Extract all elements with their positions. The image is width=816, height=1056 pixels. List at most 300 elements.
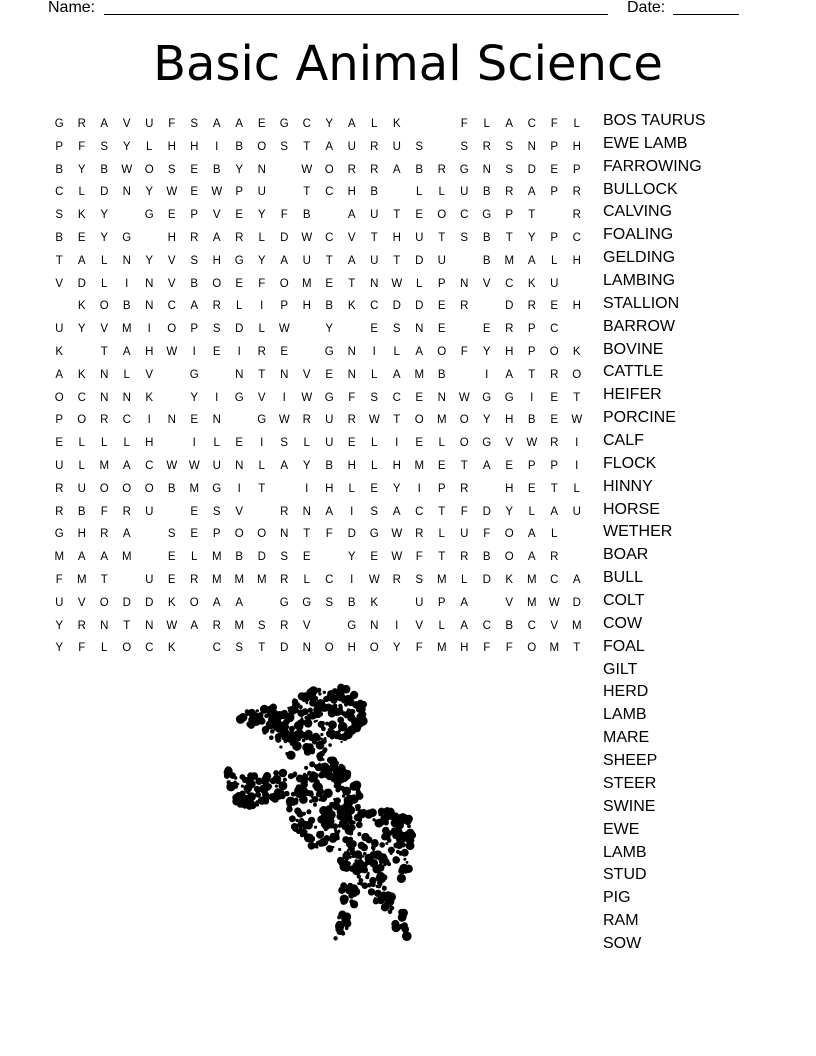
grid-cell[interactable]: E bbox=[302, 551, 311, 564]
grid-cell[interactable]: D bbox=[392, 300, 401, 313]
grid-cell[interactable]: E bbox=[235, 209, 244, 222]
grid-cell[interactable]: U bbox=[572, 505, 581, 518]
grid-cell[interactable]: Y bbox=[482, 414, 491, 427]
grid-cell[interactable] bbox=[566, 546, 589, 569]
grid-cell[interactable]: Y bbox=[77, 323, 86, 336]
grid-cell[interactable]: F bbox=[78, 140, 86, 153]
grid-cell[interactable]: B bbox=[370, 186, 379, 199]
grid-cell[interactable]: I bbox=[282, 391, 286, 404]
grid-cell[interactable]: C bbox=[302, 118, 311, 130]
grid-cell[interactable]: L bbox=[101, 277, 108, 290]
grid-cell[interactable]: N bbox=[100, 391, 109, 404]
grid-cell[interactable]: M bbox=[211, 551, 222, 564]
grid-cell[interactable]: N bbox=[370, 277, 379, 290]
grid-cell[interactable]: K bbox=[392, 118, 401, 130]
grid-cell[interactable]: O bbox=[324, 642, 334, 655]
grid-cell[interactable]: V bbox=[167, 277, 176, 290]
grid-cell[interactable]: T bbox=[100, 573, 108, 586]
grid-cell[interactable]: P bbox=[437, 277, 446, 290]
grid-cell[interactable]: M bbox=[99, 459, 110, 472]
grid-cell[interactable]: S bbox=[370, 505, 379, 518]
grid-cell[interactable]: W bbox=[391, 277, 403, 290]
grid-cell[interactable]: Y bbox=[302, 459, 311, 472]
grid-cell[interactable]: F bbox=[168, 118, 176, 130]
grid-cell[interactable]: D bbox=[572, 596, 581, 609]
grid-cell[interactable]: O bbox=[527, 642, 537, 655]
grid-cell[interactable]: E bbox=[325, 368, 334, 381]
grid-cell[interactable]: I bbox=[237, 345, 241, 358]
grid-cell[interactable]: E bbox=[550, 414, 559, 427]
grid-cell[interactable]: P bbox=[550, 459, 559, 472]
grid-cell[interactable]: H bbox=[392, 459, 401, 472]
grid-cell[interactable]: A bbox=[572, 573, 581, 586]
grid-cell[interactable]: N bbox=[145, 277, 154, 290]
grid-cell[interactable]: N bbox=[167, 414, 176, 427]
grid-cell[interactable]: U bbox=[55, 323, 64, 336]
grid-cell[interactable]: Y bbox=[122, 140, 131, 153]
grid-cell[interactable]: O bbox=[437, 209, 447, 222]
grid-cell[interactable]: L bbox=[101, 642, 108, 655]
grid-cell[interactable]: P bbox=[190, 209, 199, 222]
grid-cell[interactable]: P bbox=[235, 186, 244, 199]
grid-cell[interactable]: W bbox=[166, 619, 178, 632]
grid-cell[interactable]: U bbox=[325, 414, 334, 427]
grid-cell[interactable]: R bbox=[370, 163, 379, 176]
grid-cell[interactable]: D bbox=[77, 277, 86, 290]
grid-cell[interactable]: A bbox=[347, 118, 356, 130]
grid-cell[interactable]: N bbox=[302, 642, 311, 655]
grid-cell[interactable] bbox=[183, 637, 206, 660]
grid-cell[interactable]: N bbox=[235, 368, 244, 381]
grid-cell[interactable]: F bbox=[460, 345, 468, 358]
grid-cell[interactable]: A bbox=[100, 551, 109, 564]
grid-cell[interactable]: M bbox=[436, 573, 447, 586]
grid-cell[interactable]: D bbox=[482, 505, 491, 518]
grid-cell[interactable]: C bbox=[145, 459, 154, 472]
grid-cell[interactable]: O bbox=[257, 528, 267, 541]
grid-cell[interactable]: U bbox=[325, 437, 334, 450]
grid-cell[interactable]: T bbox=[348, 277, 356, 290]
grid-cell[interactable]: C bbox=[572, 231, 581, 244]
grid-cell[interactable]: Y bbox=[145, 186, 154, 199]
grid-cell[interactable]: S bbox=[212, 323, 221, 336]
grid-cell[interactable]: S bbox=[505, 163, 514, 176]
grid-cell[interactable]: T bbox=[550, 482, 558, 495]
grid-cell[interactable]: L bbox=[371, 118, 378, 130]
grid-cell[interactable]: T bbox=[393, 414, 401, 427]
grid-cell[interactable] bbox=[161, 432, 184, 455]
grid-cell[interactable]: D bbox=[100, 186, 109, 199]
grid-cell[interactable]: S bbox=[280, 437, 289, 450]
grid-cell[interactable]: E bbox=[437, 323, 446, 336]
grid-cell[interactable]: A bbox=[415, 345, 424, 358]
grid-cell[interactable]: L bbox=[573, 482, 580, 495]
grid-cell[interactable]: H bbox=[572, 300, 581, 313]
grid-cell[interactable]: S bbox=[505, 140, 514, 153]
grid-cell[interactable]: R bbox=[280, 573, 289, 586]
grid-cell[interactable]: R bbox=[280, 505, 289, 518]
grid-cell[interactable]: B bbox=[55, 163, 64, 176]
grid-cell[interactable] bbox=[251, 592, 274, 615]
grid-cell[interactable]: L bbox=[236, 300, 243, 313]
grid-cell[interactable]: G bbox=[144, 209, 154, 222]
grid-cell[interactable]: N bbox=[415, 323, 424, 336]
grid-cell[interactable] bbox=[296, 318, 319, 341]
grid-cell[interactable]: N bbox=[122, 391, 131, 404]
grid-cell[interactable]: I bbox=[395, 619, 399, 632]
grid-cell[interactable]: R bbox=[505, 186, 514, 199]
grid-cell[interactable]: I bbox=[372, 345, 376, 358]
grid-cell[interactable]: L bbox=[213, 437, 220, 450]
grid-cell[interactable]: H bbox=[572, 140, 581, 153]
grid-cell[interactable]: O bbox=[324, 163, 334, 176]
grid-cell[interactable]: E bbox=[550, 300, 559, 313]
grid-cell[interactable]: M bbox=[526, 573, 537, 586]
grid-cell[interactable]: E bbox=[167, 573, 176, 586]
grid-cell[interactable]: O bbox=[122, 482, 132, 495]
grid-cell[interactable]: A bbox=[235, 596, 244, 609]
grid-cell[interactable]: T bbox=[258, 642, 266, 655]
grid-cell[interactable]: K bbox=[167, 596, 176, 609]
grid-cell[interactable]: H bbox=[145, 437, 154, 450]
grid-cell[interactable]: G bbox=[54, 528, 64, 541]
grid-cell[interactable]: E bbox=[415, 209, 424, 222]
grid-cell[interactable]: R bbox=[77, 118, 86, 130]
grid-cell[interactable]: T bbox=[303, 186, 311, 199]
grid-cell[interactable]: F bbox=[550, 118, 558, 130]
grid-cell[interactable]: W bbox=[278, 414, 290, 427]
grid-cell[interactable]: K bbox=[370, 596, 379, 609]
grid-cell[interactable]: H bbox=[505, 482, 514, 495]
grid-cell[interactable]: E bbox=[55, 437, 64, 450]
grid-cell[interactable]: P bbox=[55, 414, 64, 427]
grid-cell[interactable]: E bbox=[167, 551, 176, 564]
grid-cell[interactable]: G bbox=[212, 482, 222, 495]
grid-cell[interactable]: D bbox=[505, 300, 514, 313]
grid-cell[interactable]: M bbox=[436, 414, 447, 427]
grid-cell[interactable]: V bbox=[167, 254, 176, 267]
grid-cell[interactable]: I bbox=[147, 414, 151, 427]
grid-cell[interactable]: D bbox=[145, 596, 154, 609]
grid-cell[interactable]: S bbox=[415, 573, 424, 586]
grid-cell[interactable] bbox=[386, 592, 409, 615]
grid-cell[interactable]: S bbox=[212, 505, 221, 518]
grid-cell[interactable] bbox=[71, 341, 94, 364]
grid-cell[interactable]: D bbox=[280, 231, 289, 244]
grid-cell[interactable]: L bbox=[258, 323, 265, 336]
grid-cell[interactable]: R bbox=[392, 573, 401, 586]
grid-cell[interactable]: R bbox=[190, 231, 199, 244]
grid-cell[interactable]: O bbox=[122, 642, 132, 655]
grid-cell[interactable]: B bbox=[122, 300, 131, 313]
grid-cell[interactable]: E bbox=[325, 277, 334, 290]
grid-cell[interactable]: B bbox=[482, 254, 491, 267]
grid-cell[interactable]: K bbox=[77, 209, 86, 222]
grid-cell[interactable]: C bbox=[212, 642, 221, 655]
grid-cell[interactable]: V bbox=[55, 277, 64, 290]
grid-cell[interactable]: K bbox=[77, 300, 86, 313]
grid-cell[interactable]: F bbox=[55, 573, 63, 586]
grid-cell[interactable]: G bbox=[482, 209, 492, 222]
grid-cell[interactable]: A bbox=[347, 209, 356, 222]
grid-cell[interactable]: G bbox=[324, 391, 334, 404]
grid-cell[interactable]: M bbox=[76, 573, 87, 586]
grid-cell[interactable]: A bbox=[55, 368, 64, 381]
grid-cell[interactable]: L bbox=[101, 254, 108, 267]
grid-cell[interactable]: Y bbox=[347, 551, 356, 564]
grid-cell[interactable]: I bbox=[215, 391, 219, 404]
grid-cell[interactable]: W bbox=[166, 459, 178, 472]
grid-cell[interactable]: P bbox=[550, 231, 559, 244]
grid-cell[interactable]: L bbox=[438, 528, 445, 541]
grid-cell[interactable]: R bbox=[527, 300, 536, 313]
grid-cell[interactable] bbox=[318, 546, 341, 569]
grid-cell[interactable]: P bbox=[527, 345, 536, 358]
grid-cell[interactable]: Y bbox=[235, 163, 244, 176]
grid-cell[interactable]: A bbox=[550, 505, 559, 518]
grid-cell[interactable]: I bbox=[192, 345, 196, 358]
grid-cell[interactable]: R bbox=[572, 186, 581, 199]
grid-cell[interactable]: F bbox=[100, 505, 108, 518]
grid-cell[interactable]: G bbox=[54, 118, 64, 130]
grid-cell[interactable]: Y bbox=[505, 505, 514, 518]
grid-cell[interactable] bbox=[116, 204, 139, 227]
grid-cell[interactable]: M bbox=[571, 619, 582, 632]
grid-cell[interactable]: R bbox=[212, 300, 221, 313]
grid-cell[interactable]: V bbox=[100, 323, 109, 336]
grid-cell[interactable]: I bbox=[395, 437, 399, 450]
grid-cell[interactable]: V bbox=[302, 368, 311, 381]
grid-cell[interactable]: Y bbox=[482, 345, 491, 358]
grid-cell[interactable] bbox=[453, 318, 476, 341]
grid-cell[interactable]: A bbox=[100, 118, 109, 130]
grid-cell[interactable]: O bbox=[99, 596, 109, 609]
grid-cell[interactable]: R bbox=[460, 300, 469, 313]
grid-cell[interactable]: R bbox=[482, 140, 491, 153]
grid-cell[interactable]: R bbox=[460, 551, 469, 564]
grid-cell[interactable]: M bbox=[189, 482, 200, 495]
grid-cell[interactable]: M bbox=[234, 619, 245, 632]
grid-cell[interactable] bbox=[318, 204, 341, 227]
grid-cell[interactable]: T bbox=[460, 459, 468, 472]
grid-cell[interactable]: N bbox=[302, 505, 311, 518]
grid-cell[interactable]: N bbox=[460, 277, 469, 290]
grid-cell[interactable]: D bbox=[482, 573, 491, 586]
grid-cell[interactable]: G bbox=[234, 391, 244, 404]
grid-cell[interactable]: A bbox=[482, 459, 491, 472]
grid-cell[interactable]: A bbox=[122, 528, 131, 541]
grid-cell[interactable]: B bbox=[212, 163, 221, 176]
grid-cell[interactable]: S bbox=[167, 528, 176, 541]
grid-cell[interactable]: W bbox=[391, 528, 403, 541]
grid-cell[interactable]: Y bbox=[257, 254, 266, 267]
grid-cell[interactable]: A bbox=[392, 368, 401, 381]
grid-cell[interactable]: R bbox=[55, 505, 64, 518]
grid-cell[interactable]: V bbox=[505, 437, 514, 450]
grid-cell[interactable]: L bbox=[123, 437, 130, 450]
grid-cell[interactable]: B bbox=[527, 414, 536, 427]
grid-cell[interactable]: A bbox=[460, 596, 469, 609]
grid-cell[interactable]: I bbox=[305, 482, 309, 495]
grid-cell[interactable]: S bbox=[280, 551, 289, 564]
grid-cell[interactable]: A bbox=[77, 254, 86, 267]
grid-cell[interactable]: K bbox=[572, 345, 581, 358]
grid-cell[interactable]: I bbox=[350, 505, 354, 518]
grid-cell[interactable] bbox=[48, 295, 71, 318]
grid-cell[interactable]: W bbox=[121, 163, 133, 176]
grid-cell[interactable]: N bbox=[347, 345, 356, 358]
grid-cell[interactable]: L bbox=[416, 277, 423, 290]
grid-cell[interactable]: W bbox=[211, 186, 223, 199]
grid-cell[interactable]: T bbox=[123, 619, 131, 632]
grid-cell[interactable]: T bbox=[258, 482, 266, 495]
grid-cell[interactable]: Y bbox=[77, 163, 86, 176]
grid-cell[interactable]: G bbox=[324, 345, 334, 358]
grid-cell[interactable]: U bbox=[460, 186, 469, 199]
grid-cell[interactable]: G bbox=[369, 528, 379, 541]
grid-cell[interactable]: W bbox=[526, 437, 538, 450]
grid-cell[interactable]: U bbox=[347, 140, 356, 153]
grid-cell[interactable]: P bbox=[505, 209, 514, 222]
grid-cell[interactable]: E bbox=[77, 231, 86, 244]
grid-cell[interactable]: E bbox=[370, 551, 379, 564]
grid-cell[interactable]: N bbox=[145, 619, 154, 632]
grid-cell[interactable]: I bbox=[350, 573, 354, 586]
grid-cell[interactable]: R bbox=[302, 414, 311, 427]
grid-cell[interactable]: D bbox=[415, 254, 424, 267]
grid-cell[interactable]: P bbox=[527, 323, 536, 336]
grid-cell[interactable]: C bbox=[527, 118, 536, 130]
grid-cell[interactable]: W bbox=[571, 414, 583, 427]
grid-cell[interactable]: D bbox=[347, 528, 356, 541]
grid-cell[interactable]: C bbox=[325, 186, 334, 199]
grid-cell[interactable]: E bbox=[370, 323, 379, 336]
grid-cell[interactable]: T bbox=[303, 140, 311, 153]
grid-cell[interactable]: V bbox=[415, 619, 424, 632]
grid-cell[interactable]: H bbox=[167, 140, 176, 153]
grid-cell[interactable]: N bbox=[437, 391, 446, 404]
grid-cell[interactable]: I bbox=[215, 140, 219, 153]
grid-cell[interactable]: H bbox=[145, 345, 154, 358]
grid-cell[interactable]: F bbox=[460, 505, 468, 518]
grid-cell[interactable]: E bbox=[415, 391, 424, 404]
grid-cell[interactable]: W bbox=[166, 186, 178, 199]
grid-cell[interactable]: M bbox=[549, 642, 560, 655]
grid-cell[interactable]: C bbox=[370, 300, 379, 313]
grid-cell[interactable]: E bbox=[190, 414, 199, 427]
grid-cell[interactable]: E bbox=[505, 459, 514, 472]
grid-cell[interactable]: G bbox=[279, 118, 289, 130]
grid-cell[interactable]: C bbox=[325, 573, 334, 586]
grid-cell[interactable]: L bbox=[191, 551, 198, 564]
grid-cell[interactable]: S bbox=[190, 254, 199, 267]
grid-cell[interactable]: F bbox=[348, 391, 356, 404]
grid-cell[interactable]: L bbox=[551, 254, 558, 267]
grid-cell[interactable]: I bbox=[125, 277, 129, 290]
grid-cell[interactable]: O bbox=[234, 528, 244, 541]
grid-cell[interactable]: A bbox=[190, 300, 199, 313]
grid-cell[interactable] bbox=[453, 364, 476, 387]
grid-cell[interactable]: I bbox=[147, 323, 151, 336]
grid-cell[interactable]: B bbox=[190, 277, 199, 290]
grid-cell[interactable]: A bbox=[212, 231, 221, 244]
grid-cell[interactable]: O bbox=[437, 345, 447, 358]
grid-cell[interactable]: W bbox=[278, 323, 290, 336]
grid-cell[interactable]: O bbox=[77, 414, 87, 427]
grid-cell[interactable]: E bbox=[550, 391, 559, 404]
grid-cell[interactable]: F bbox=[460, 118, 468, 130]
grid-cell[interactable]: T bbox=[573, 391, 581, 404]
grid-cell[interactable]: B bbox=[235, 140, 244, 153]
grid-cell[interactable]: V bbox=[257, 391, 266, 404]
grid-cell[interactable]: Y bbox=[145, 254, 154, 267]
grid-cell[interactable]: C bbox=[77, 391, 86, 404]
grid-cell[interactable]: B bbox=[325, 459, 334, 472]
grid-cell[interactable]: H bbox=[325, 482, 334, 495]
grid-cell[interactable]: O bbox=[212, 277, 222, 290]
grid-cell[interactable] bbox=[273, 478, 296, 501]
grid-cell[interactable]: T bbox=[393, 209, 401, 222]
grid-cell[interactable]: E bbox=[550, 163, 559, 176]
grid-cell[interactable]: A bbox=[280, 459, 289, 472]
grid-cell[interactable]: T bbox=[325, 254, 333, 267]
grid-cell[interactable]: R bbox=[190, 573, 199, 586]
grid-cell[interactable]: P bbox=[550, 186, 559, 199]
grid-cell[interactable]: W bbox=[458, 391, 470, 404]
grid-cell[interactable]: L bbox=[461, 573, 468, 586]
grid-cell[interactable]: S bbox=[190, 118, 199, 130]
grid-cell[interactable]: B bbox=[482, 186, 491, 199]
grid-cell[interactable]: U bbox=[257, 186, 266, 199]
grid-cell[interactable] bbox=[228, 409, 251, 432]
grid-cell[interactable]: L bbox=[78, 459, 85, 472]
grid-cell[interactable]: E bbox=[437, 300, 446, 313]
grid-cell[interactable]: F bbox=[505, 642, 513, 655]
grid-cell[interactable]: U bbox=[460, 528, 469, 541]
grid-cell[interactable]: H bbox=[572, 254, 581, 267]
grid-cell[interactable]: N bbox=[280, 528, 289, 541]
grid-cell[interactable]: K bbox=[55, 345, 64, 358]
grid-cell[interactable] bbox=[318, 615, 341, 638]
grid-cell[interactable]: E bbox=[235, 277, 244, 290]
grid-cell[interactable]: C bbox=[527, 619, 536, 632]
grid-cell[interactable]: P bbox=[280, 300, 289, 313]
grid-cell[interactable] bbox=[116, 569, 139, 592]
grid-cell[interactable]: H bbox=[460, 642, 469, 655]
grid-cell[interactable]: I bbox=[237, 482, 241, 495]
grid-cell[interactable]: B bbox=[235, 551, 244, 564]
grid-cell[interactable]: T bbox=[55, 254, 63, 267]
grid-cell[interactable]: Y bbox=[55, 642, 64, 655]
grid-cell[interactable]: M bbox=[301, 277, 312, 290]
grid-cell[interactable]: G bbox=[279, 596, 289, 609]
grid-cell[interactable]: A bbox=[527, 254, 536, 267]
grid-cell[interactable]: U bbox=[145, 573, 154, 586]
grid-cell[interactable]: L bbox=[258, 231, 265, 244]
grid-cell[interactable]: G bbox=[482, 437, 492, 450]
grid-cell[interactable]: K bbox=[505, 573, 514, 586]
grid-cell[interactable]: M bbox=[504, 254, 515, 267]
grid-cell[interactable]: M bbox=[234, 573, 245, 586]
grid-cell[interactable]: E bbox=[190, 528, 199, 541]
grid-cell[interactable]: M bbox=[436, 642, 447, 655]
grid-cell[interactable] bbox=[206, 364, 229, 387]
grid-cell[interactable]: T bbox=[258, 368, 266, 381]
grid-cell[interactable]: A bbox=[280, 254, 289, 267]
grid-cell[interactable]: V bbox=[302, 619, 311, 632]
grid-cell[interactable] bbox=[161, 364, 184, 387]
grid-cell[interactable]: M bbox=[414, 368, 425, 381]
